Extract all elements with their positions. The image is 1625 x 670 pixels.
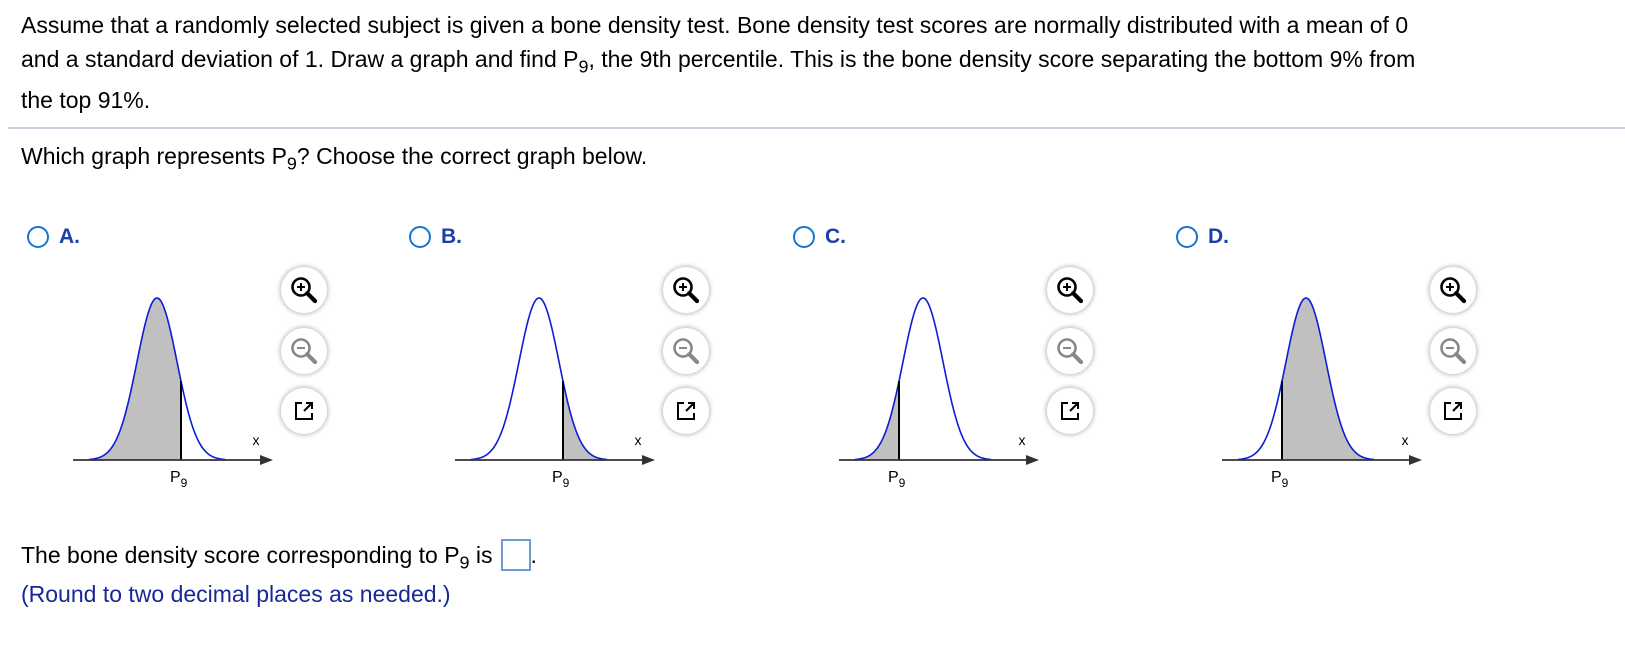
option-d-p9-label-sub: 9 [1281,476,1289,490]
question-p9-subscript: 9 [578,56,589,77]
option-c-x-label: x [1018,432,1026,448]
zoom-out-icon [671,336,701,366]
zoom-out-icon [1438,336,1468,366]
answer-period: . [530,542,537,568]
option-a [27,225,407,515]
answer-input[interactable] [501,539,531,571]
option-c-letter: C. [825,225,846,248]
option-d [1176,225,1556,515]
option-c-p9-label-base: P [888,469,899,486]
popout-icon [673,398,699,424]
option-a-letter: A. [59,225,80,248]
question-line-2-post: , the 9th percentile. This is the bone density score separating the bottom 9% from [588,46,1416,72]
zoom-out-icon [1055,336,1085,366]
option-a-zoom-in-button[interactable] [281,267,327,313]
option-c-p9-label-sub: 9 [898,476,906,490]
option-a-shaded-region [89,298,181,460]
option-b-zoom-in-button[interactable] [663,267,709,313]
option-b-letter: B. [441,225,462,248]
question-line-1: Assume that a randomly selected subject is given a bone density test. Bone density test scores are normally distributed with a mean of 0 [21,12,1409,38]
answer-post-text: is [469,542,493,568]
option-c-graph [793,225,1053,515]
zoom-in-icon [1438,275,1468,305]
option-d-popout-button[interactable] [1430,388,1476,434]
option-b [409,225,789,515]
prompt-post: ? Choose the correct graph below. [296,143,648,169]
question-line-2 [21,42,1611,76]
answer-line [21,538,537,572]
option-c-normal-curve [855,298,991,460]
option-c-axis-arrow [1026,455,1039,465]
option-c [793,225,1173,515]
prompt-text [21,142,648,174]
option-b-p9-label-sub: 9 [562,476,570,490]
answer-pre-text: The bone density score corresponding to P [21,542,460,568]
zoom-in-icon [1055,275,1085,305]
answer-p9-subscript: 9 [459,552,470,573]
option-b-p9-label-base: P [552,469,563,486]
option-d-zoom-in-button[interactable] [1430,267,1476,313]
question-line-2-pre: and a standard deviation of 1. Draw a graph and find P [21,46,579,72]
option-b-p9-label [552,469,570,490]
option-c-zoom-in-button[interactable] [1047,267,1093,313]
option-d-axis-arrow [1409,455,1422,465]
option-d-letter: D. [1208,225,1229,248]
zoom-in-icon [289,275,319,305]
popout-icon [1057,398,1083,424]
option-a-p9-label [170,469,188,490]
prompt-pre: Which graph represents P [21,143,287,169]
rounding-instruction: (Round to two decimal places as needed.) [21,581,451,607]
option-a-graph [27,225,287,515]
question-line-3: the top 91%. [21,87,151,113]
option-a-x-label: x [252,432,260,448]
option-a-p9-label-base: P [170,469,181,486]
option-a-axis-arrow [260,455,273,465]
answer-pre [21,538,493,572]
popout-icon [291,398,317,424]
prompt-p9-subscript: 9 [286,153,297,174]
option-c-popout-button[interactable] [1047,388,1093,434]
zoom-in-icon [671,275,701,305]
option-b-graph [409,225,669,515]
option-d-zoom-out-button[interactable] [1430,328,1476,374]
option-b-x-label: x [634,432,642,448]
divider [8,127,1625,129]
popout-icon [1440,398,1466,424]
option-a-p9-label-sub: 9 [180,476,188,490]
option-d-shaded-region [1282,298,1374,460]
option-c-zoom-out-button[interactable] [1047,328,1093,374]
option-c-p9-label [888,469,906,490]
option-d-p9-label-base: P [1271,469,1282,486]
option-d-x-label: x [1401,432,1409,448]
question-text [21,8,1611,117]
option-b-popout-button[interactable] [663,388,709,434]
option-a-popout-button[interactable] [281,388,327,434]
option-a-zoom-out-button[interactable] [281,328,327,374]
option-d-graph [1176,225,1436,515]
zoom-out-icon [289,336,319,366]
option-d-p9-label [1271,469,1289,490]
option-b-normal-curve [471,298,607,460]
option-b-axis-arrow [642,455,655,465]
option-b-zoom-out-button[interactable] [663,328,709,374]
